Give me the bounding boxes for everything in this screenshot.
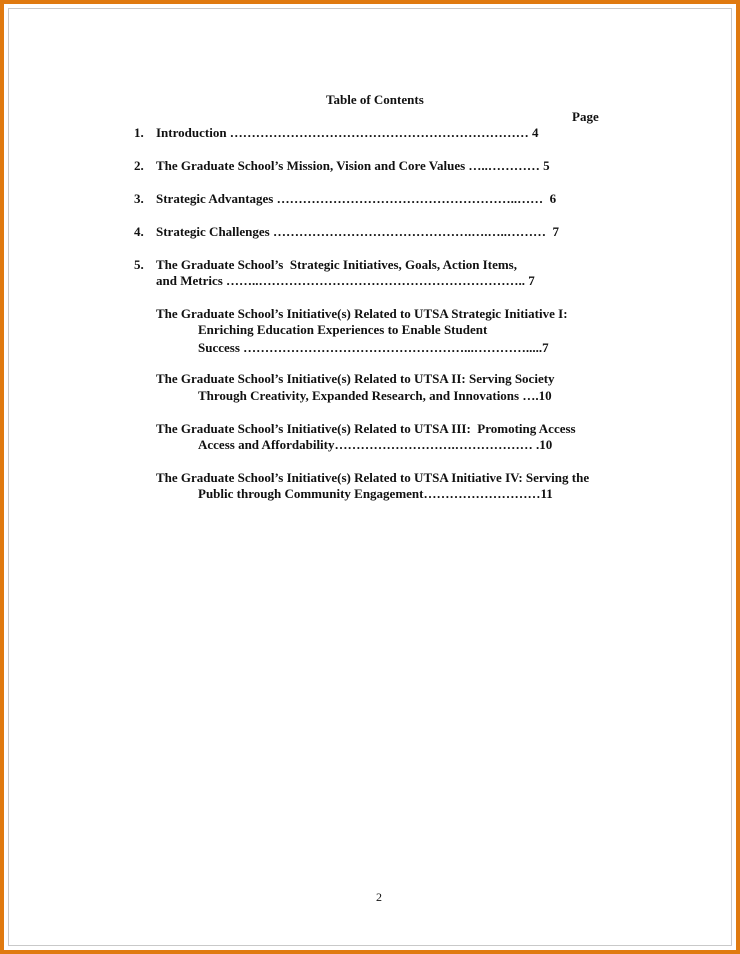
sub-entry-1-line1: The Graduate School’s Initiative(s) Related to UTSA Strategic Initiative I: bbox=[156, 306, 568, 321]
entry-number-3: 3. bbox=[134, 191, 144, 206]
toc-title: Table of Contents bbox=[326, 92, 424, 107]
sub-entry-2-line2: Through Creativity, Expanded Research, and Innovations ….10 bbox=[198, 388, 552, 403]
entry-strategic-initiatives-line1: The Graduate School’s Strategic Initiatives, Goals, Action Items, bbox=[156, 257, 517, 272]
entry-strategic-challenges: Strategic Challenges ……………………………………….….…..……… 7 bbox=[156, 224, 559, 239]
entry-number-1: 1. bbox=[134, 125, 144, 140]
entry-mission: The Graduate School’s Mission, Vision and Core Values …..………… 5 bbox=[156, 158, 550, 173]
sub-entry-4-line1: The Graduate School’s Initiative(s) Related to UTSA Initiative IV: Serving the bbox=[156, 470, 590, 485]
sub-entry-2-line1: The Graduate School’s Initiative(s) Related to UTSA II: Serving Society bbox=[156, 371, 555, 386]
page-column-header: Page bbox=[572, 109, 599, 124]
entry-introduction: Introduction …………………………………………………………… 4 bbox=[156, 125, 539, 140]
entry-strategic-advantages: Strategic Advantages ………………………………………………..…… 6 bbox=[156, 191, 557, 206]
sub-entry-4-line2: Public through Community Engagement………………………11 bbox=[198, 486, 553, 501]
entry-number-5: 5. bbox=[134, 257, 144, 272]
sub-entry-1-line2: Enriching Education Experiences to Enable Student bbox=[198, 322, 488, 337]
sub-entry-3-line2: Access and Affordability……………………….……………… .10 bbox=[198, 437, 553, 452]
page-number: 2 bbox=[376, 890, 382, 904]
entry-number-2: 2. bbox=[134, 158, 144, 173]
sub-entry-1-line3: Success ……………………………………………...………….....7 bbox=[198, 340, 549, 355]
sub-entry-3-line1: The Graduate School’s Initiative(s) Related to UTSA III: Promoting Access bbox=[156, 421, 576, 436]
entry-number-4: 4. bbox=[134, 224, 144, 239]
entry-strategic-initiatives-line2: and Metrics ……..…………………………………………………….. 7 bbox=[156, 273, 535, 288]
